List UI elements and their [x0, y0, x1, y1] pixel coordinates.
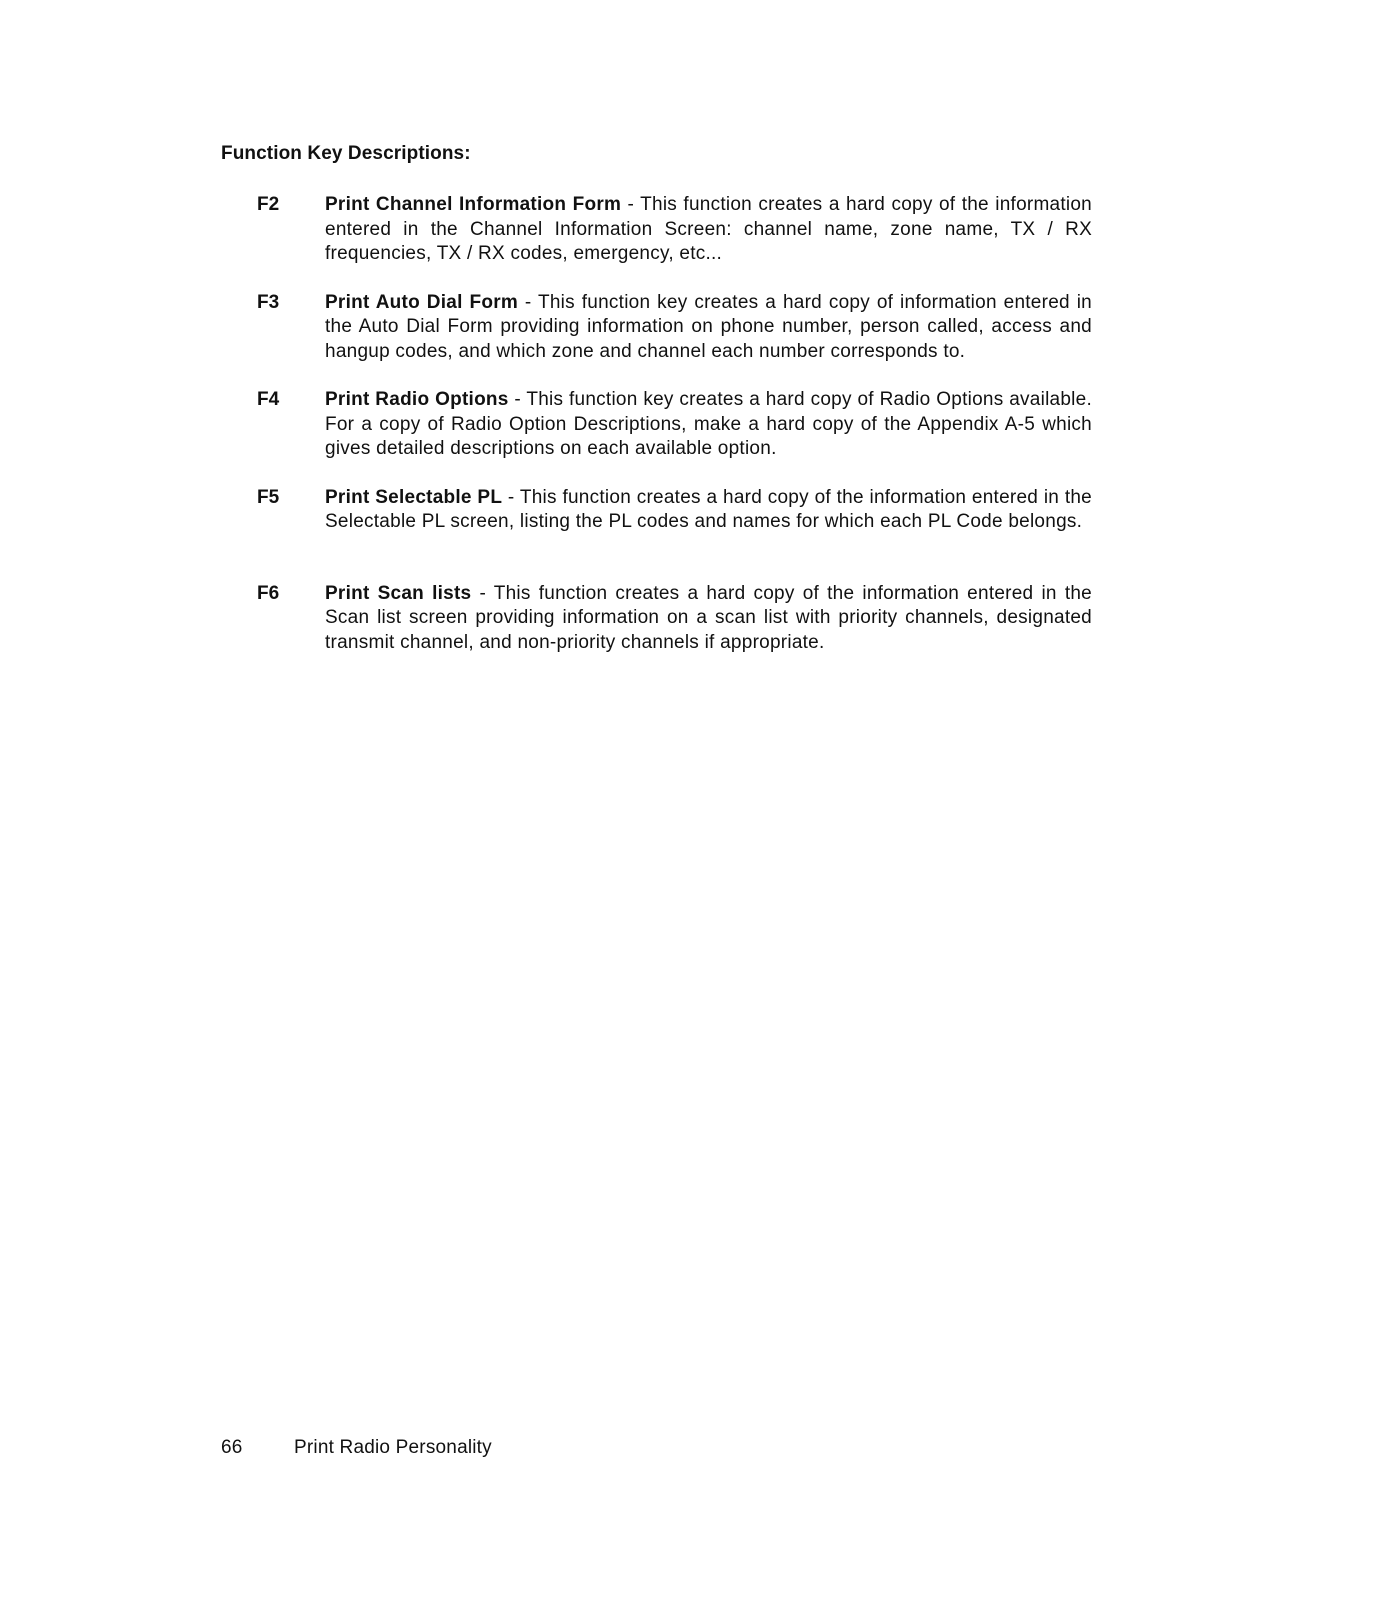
function-key-label: F6 [257, 582, 280, 604]
section-heading: Function Key Descriptions: [221, 143, 471, 164]
function-key-text: - This function key creates a hard copy of information entered in the Auto Dial Form providing information on phone number, person called, access and hangup codes, and which zone and channel each number corresponds to. [325, 291, 1092, 362]
function-key-description [325, 486, 1092, 535]
function-key-entry-f4 [257, 388, 1092, 462]
function-key-description [325, 193, 1092, 267]
page-number: 66 [221, 1437, 243, 1458]
page-footer [221, 1437, 492, 1459]
function-key-title: Print Channel Information Form [325, 194, 622, 215]
function-key-entry-f5 [257, 486, 1092, 558]
function-key-text: - This function key creates a hard copy of Radio Options available. For a copy of Radio Option Descriptions, make a hard copy of the Appendix A-5 which gives detailed descriptions on each available option. [325, 389, 1092, 459]
function-key-text: - This function creates a hard copy of the information entered in the Channel Information Screen: channel name, zone name, TX / RX frequencies, TX / RX codes, emergency, etc... [325, 194, 1092, 264]
function-key-entry-f6 [257, 582, 1092, 656]
function-key-label: F5 [257, 486, 280, 508]
function-key-entry-f2 [257, 193, 1092, 267]
function-key-title: Print Selectable PL [325, 486, 503, 508]
function-key-title: Print Scan lists [325, 582, 472, 604]
function-key-list [257, 193, 1092, 679]
function-key-description [325, 388, 1092, 462]
function-key-entry-f3 [257, 291, 1092, 365]
function-key-label: F4 [257, 389, 280, 410]
function-key-label: F3 [257, 291, 280, 313]
function-key-text: - This function creates a hard copy of the information entered in the Selectable PL screen, listing the PL codes and names for which each PL Code belongs. [325, 486, 1092, 532]
function-key-text: - This function creates a hard copy of the information entered in the Scan list screen providing information on a scan list with priority channels, designated transmit channel, and non-priority channels if appropriate. [325, 582, 1092, 653]
function-key-label: F2 [257, 194, 280, 215]
function-key-description [325, 582, 1092, 656]
function-key-title: Print Auto Dial Form [325, 291, 519, 313]
function-key-description [325, 291, 1092, 365]
function-key-title: Print Radio Options [325, 389, 509, 410]
footer-section-title: Print Radio Personality [294, 1437, 492, 1458]
